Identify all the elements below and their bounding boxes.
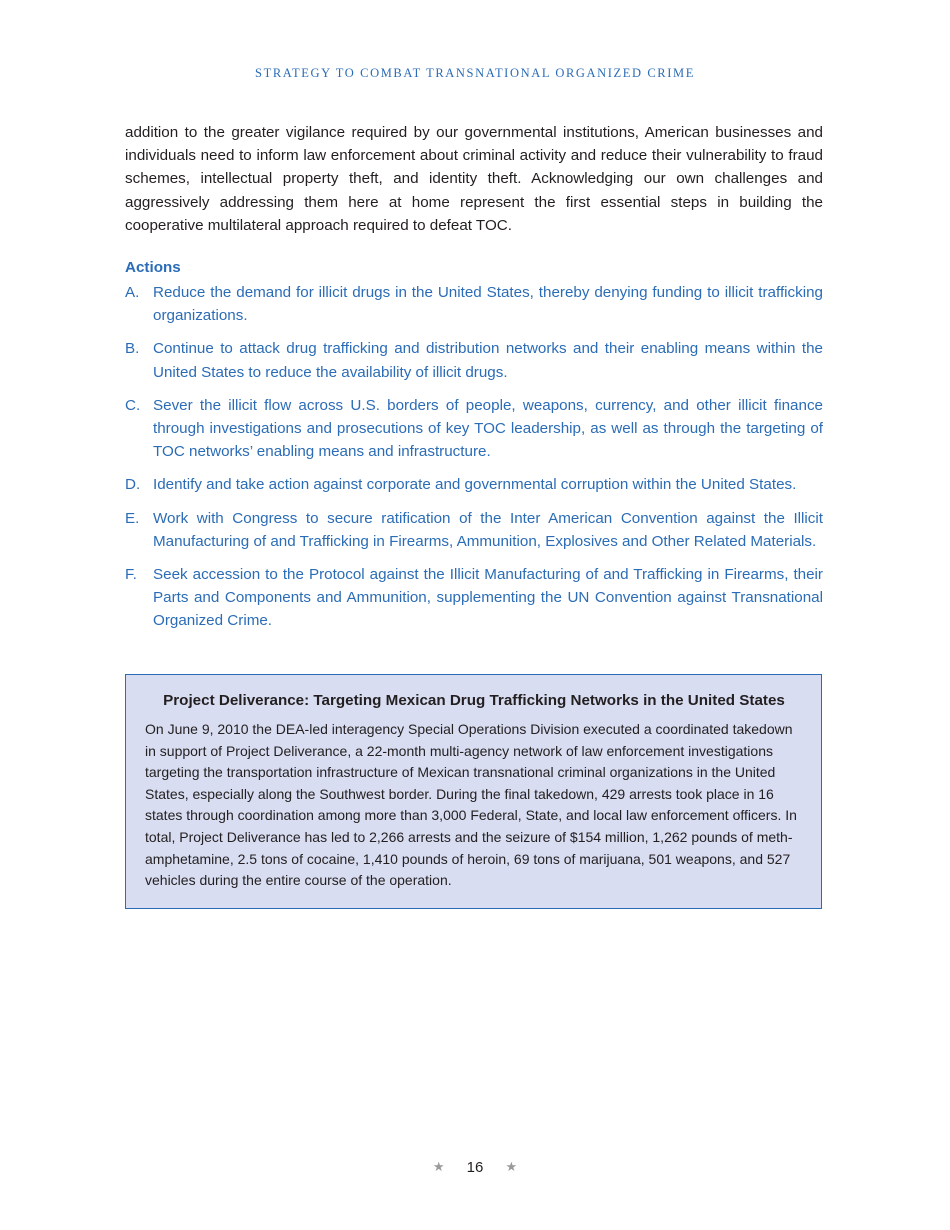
action-letter: B. [125, 340, 140, 358]
star-icon: ★ [505, 1159, 518, 1174]
page-footer [0, 1156, 950, 1179]
action-letter: C. [125, 396, 141, 414]
action-text: Continue to attack drug trafficking and distribution networks and their enabling means within the United States to reduce the availability of illicit drugs. [153, 340, 823, 381]
main-content [125, 121, 823, 643]
action-item-e [125, 507, 823, 553]
callout-body: On June 9, 2010 the DEA-led interagency Special Operations Division executed a coordinated takedown in support of Project Deliverance, a 22-month multi-agency network of law enforcement investigations targeting the transportation infrastructure of Mexican transnational criminal organizations in the United States, especially along the Southwest border. During the final takedown, 429 arrests took place in 16 states through coordination among more than 3,000 Federal, State, and local law enforcement officers. In total, Project Deliverance has led to 2,266 arrests and the seizure of $154 million, 1,262 pounds of meth-amphetamine, 2.5 tons of cocaine, 1,410 pounds of heroin, 69 tons of marijuana, 501 weapons, and 527 vehicles during the entire course of the operation. [145, 721, 797, 889]
running-header: STRATEGY TO COMBAT TRANSNATIONAL ORGANIZED CRIME [255, 66, 695, 80]
star-icon: ★ [432, 1159, 445, 1174]
callout-box [125, 674, 822, 909]
action-text: Seek accession to the Protocol against the Illicit Manufacturing of and Trafficking in Firearms, their Parts and Components and Ammunition, supplementing the UN Convention against Transnational Organized Crime. [153, 566, 823, 630]
action-text: Identify and take action against corporate and governmental corruption within the United States. [153, 476, 797, 494]
action-item-c [125, 394, 823, 464]
actions-list [125, 281, 823, 633]
action-text: Work with Congress to secure ratification of the Inter American Convention against the Illicit Manufacturing of and Trafficking in Firearms, Ammunition, Explosives and Other Related Materials. [153, 509, 823, 550]
action-text: Reduce the demand for illicit drugs in the United States, thereby denying funding to illicit trafficking organizations. [153, 284, 823, 325]
body-paragraph: addition to the greater vigilance required by our governmental institutions, American businesses and individuals need to inform law enforcement about criminal activity and reduce their vulnerability to fraud schemes, intellectual property theft, and identity theft. Acknowledging our own challenges and aggressively addressing them here at home represent the first essential steps in building the cooperative multilateral approach required to defeat TOC. [125, 124, 823, 234]
action-item-b [125, 337, 823, 383]
callout-title: Project Deliverance: Targeting Mexican Drug Trafficking Networks in the United States [163, 692, 785, 709]
action-letter: E. [125, 509, 140, 527]
action-letter: F. [125, 566, 137, 584]
action-text: Sever the illicit flow across U.S. borders of people, weapons, currency, and other illicit finance through investigations and prosecutions of key TOC leadership, as well as through the targeting of TOC networks’ enabling means and infrastructure. [153, 396, 823, 461]
action-item-f [125, 563, 823, 633]
page-number: 16 [466, 1159, 484, 1176]
action-letter: D. [125, 476, 141, 494]
actions-heading: Actions [125, 259, 181, 277]
action-letter: A. [125, 284, 140, 302]
action-item-d [125, 473, 823, 496]
action-item-a [125, 281, 823, 327]
